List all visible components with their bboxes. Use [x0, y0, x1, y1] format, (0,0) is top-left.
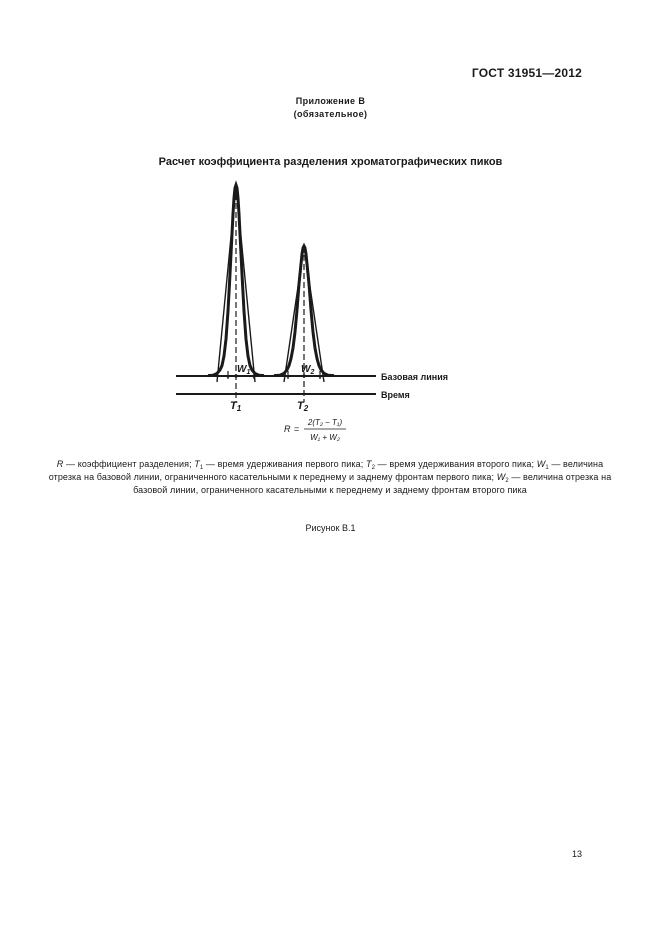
figure-caption: Рисунок В.1 [305, 523, 356, 533]
time-label: Время [381, 390, 410, 400]
peak-1-right-tangent [236, 185, 255, 382]
legend-w1-symbol: W [536, 459, 546, 469]
baseline-label: Базовая линия [381, 372, 448, 382]
t2-label: T2 [297, 400, 309, 413]
baseline-dot [318, 374, 321, 377]
annex-title: Приложение В [295, 96, 366, 106]
legend-t1-text: — время удерживания первого пика; [203, 459, 366, 469]
legend-t1-sub: 1 [199, 465, 204, 471]
resolution-formula [284, 418, 346, 442]
formula-equals: = [294, 424, 300, 434]
figure-legend [44, 458, 616, 497]
t1-label: T1 [230, 400, 242, 413]
baseline-dot [286, 374, 289, 377]
page-number: 13 [571, 849, 582, 859]
annex-type: (обязательное) [293, 109, 368, 119]
peak-2-right-tangent [304, 246, 324, 382]
w1-label: $W_1$ [237, 364, 251, 376]
legend-w2-symbol: W [496, 472, 506, 482]
formula-numerator: 2(T₂ − T₁) [307, 418, 343, 427]
legend-r-symbol: R [56, 459, 64, 469]
formula-lhs: R [284, 424, 291, 434]
legend-t2-symbol: T [365, 459, 372, 469]
legend-t1-symbol: T [194, 459, 200, 469]
legend-w2-sub: 2 [505, 478, 509, 484]
legend-w2-text: — величина отрезка на базовой линии, ограниченного касательными к переднему и заднему фронтам второго пика [133, 472, 612, 495]
chromatogram-diagram [170, 178, 460, 448]
formula-denominator: W₁ + W₂ [310, 433, 340, 442]
w2-label: $W_2$ [301, 364, 315, 376]
baseline-dot [226, 374, 229, 377]
peak-1-left-tangent [217, 185, 236, 382]
legend-w1-sub: 1 [545, 465, 549, 471]
legend-t2-text: — время удерживания второго пика; [375, 459, 537, 469]
baseline-dot [252, 374, 255, 377]
legend-w1-text: — величина отрезка на базовой линии, ограниченного касательными к переднему и заднему фронтам первого пика; [48, 459, 604, 482]
legend-t2-sub: 2 [371, 465, 376, 471]
standard-code: ГОСТ 31951—2012 [471, 66, 582, 80]
peak-2-left-tangent [284, 246, 304, 382]
legend-r-text: — коэффициент разделения; [63, 459, 195, 469]
figure-heading: Расчет коэффициента разделения хроматографических пиков [158, 156, 503, 168]
